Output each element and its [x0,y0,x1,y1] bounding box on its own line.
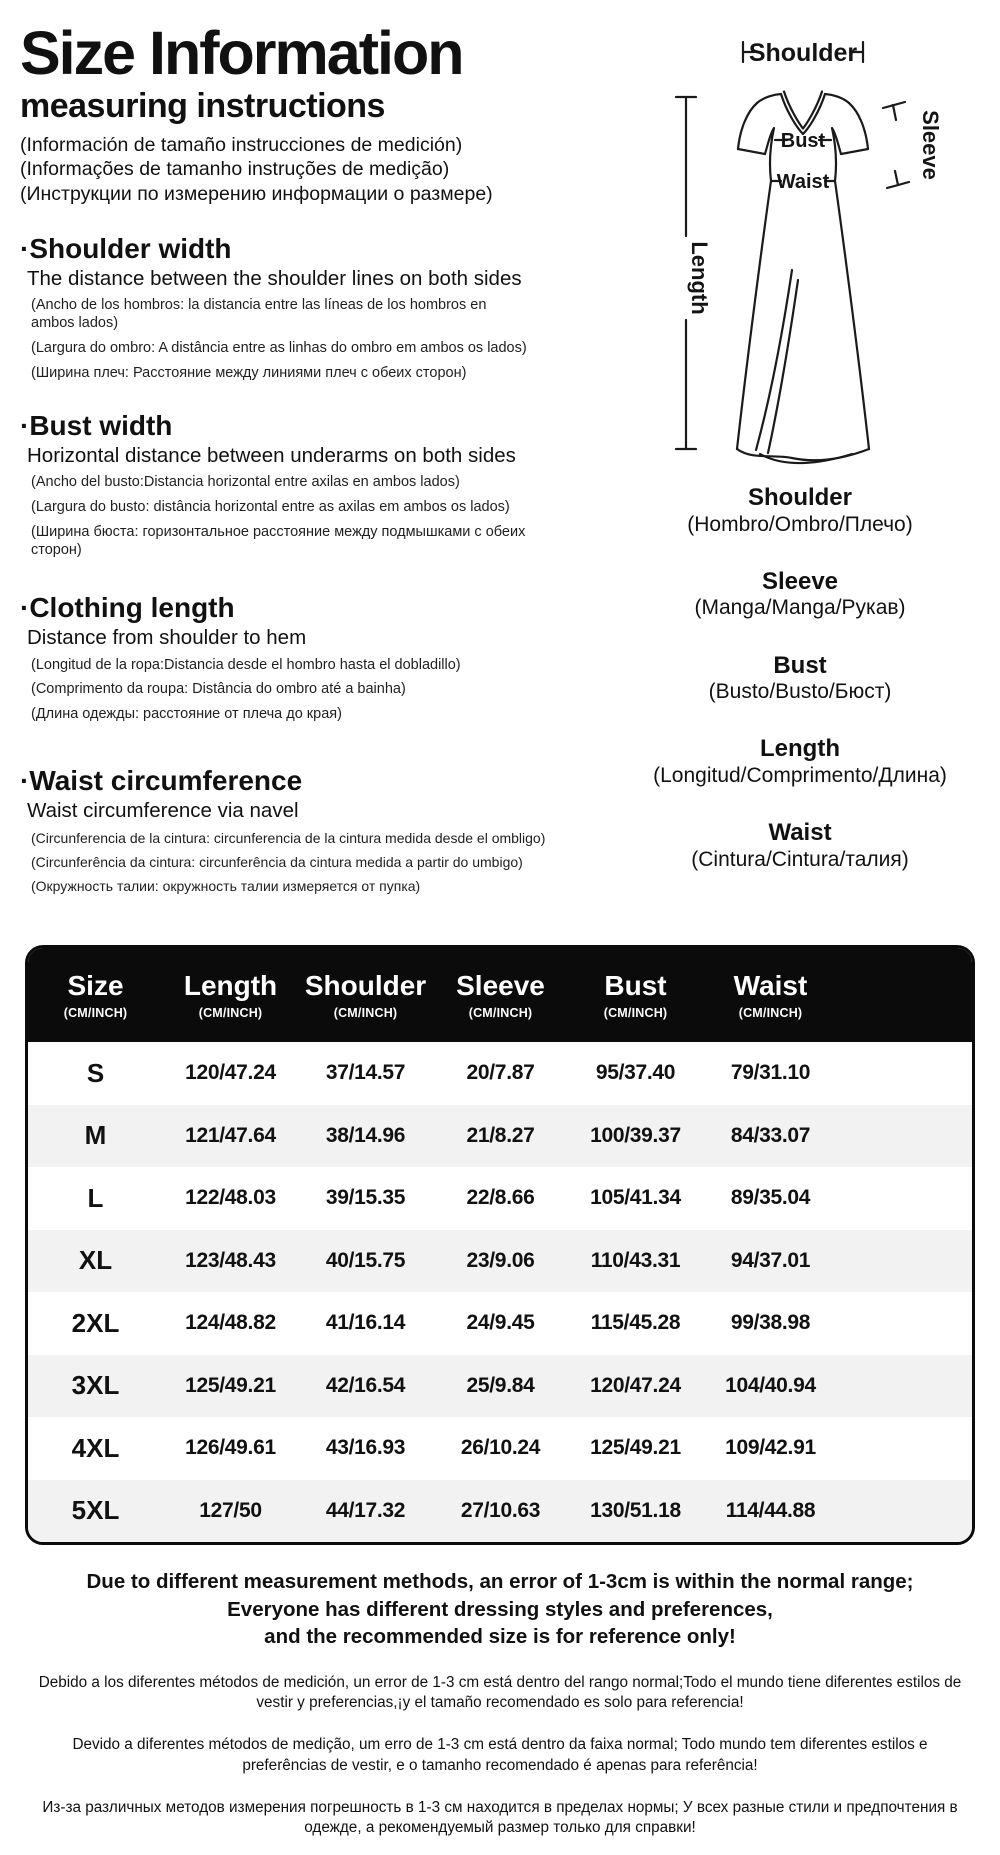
table-row-5xl [28,1480,972,1543]
sleeve-dimension-marks [883,102,909,188]
title-translations [20,133,620,206]
section-notes [31,830,656,896]
length-cell: 121/47.64 [185,1123,276,1147]
tolerance-note-ru: Из-за различных методов измерения погрешность в 1-3 см находится в пределах нормы; У всех разные стили и предпочтения в одежде, а рекомендуемый размер только для справки! [42,1798,958,1836]
bust-cell: 130/51.18 [590,1498,681,1522]
waist-cell: 99/38.98 [730,1311,811,1335]
diagram-shoulder-label: Shoulder [748,39,858,67]
note-pt: (Largura do busto: distância horizontal entre as axilas em ambos os lados) [31,499,510,516]
bust-cell: 110/43.31 [590,1248,681,1272]
sleeve-cell: 26/10.24 [460,1436,541,1460]
section-title: ·Clothing length [20,592,235,624]
column-unit: (CM/INCH) [63,1006,128,1020]
title-translation-es: (Información de tamaño instrucciones de medición) [20,134,463,157]
bust-cell: 115/45.28 [590,1311,681,1335]
sleeve-cell: 23/9.06 [466,1248,535,1272]
column-header-shoulder [298,948,433,1042]
section-clothing-length [20,593,620,724]
section-description: Horizontal distance between underarms on both sides [27,443,516,467]
column-header-size [28,948,163,1042]
tolerance-note-line1: Due to different measurement methods, an error of 1-3cm is within the normal range; [86,1570,914,1593]
table-row-4xl [28,1417,972,1480]
legend-term: Bust [773,651,827,679]
tolerance-note-pt: Devido a diferentes métodos de medição, um erro de 1-3 cm está dentro da faixa normal; Todo mundo tem diferentes estilos e preferências de vestir, e o tamanho recomendado é apenas para referência! [72,1736,928,1774]
length-cell: 127/50 [199,1498,262,1522]
shoulder-cell: 38/14.96 [325,1123,406,1147]
legend-length [600,735,1000,788]
legend-waist [600,819,1000,872]
size-cell: XL [78,1245,113,1276]
section-waist-circumference [20,766,620,895]
size-cell: 4XL [71,1432,120,1463]
size-cell: 5XL [71,1495,120,1526]
note-es: (Ancho del busto:Distancia horizontal entre axilas en ambos lados) [31,474,460,491]
sleeve-cell: 27/10.63 [460,1498,541,1522]
tolerance-note-es: Debido a los diferentes métodos de medición, un error de 1-3 cm está dentro del rango normal;Todo el mundo tiene diferentes estilos de vestir y preferencias,¡y el tamaño recomendado es solo para referencia! [38,1674,962,1712]
table-row-m [28,1105,972,1168]
column-unit: (CM/INCH) [738,1006,803,1020]
note-ru: (Ширина бюста: горизонтальное расстояние между подмышками с обеих сторон) [31,524,526,559]
bust-cell: 125/49.21 [590,1436,681,1460]
table-row-xl [28,1230,972,1293]
size-table [25,945,975,1545]
legend-term: Shoulder [747,484,852,511]
table-row-l [28,1167,972,1230]
length-cell: 126/49.61 [185,1436,276,1460]
note-es: (Ancho de los hombros: la distancia entre las líneas de los hombros en ambos lados) [31,297,487,332]
column-unit: (CM/INCH) [333,1006,398,1020]
note-pt: (Circunferência da cintura: circunferência da cintura medida a partir do umbigo) [31,854,523,871]
diagram-length-label: Length [687,241,712,315]
section-notes [31,474,531,560]
length-cell: 123/48.43 [185,1248,276,1272]
size-cell: 2XL [71,1307,120,1338]
section-title: ·Bust width [20,409,173,441]
diagram-sleeve-label: Sleeve [918,110,943,180]
legend-translation: (Manga/Manga/Рукав) [694,596,906,620]
legend-term: Sleeve [761,567,839,595]
table-row-3xl [28,1355,972,1418]
column-header-sleeve [433,948,568,1042]
size-table-body [28,1042,972,1542]
sleeve-cell: 22/8.66 [466,1186,535,1210]
column-unit: (CM/INCH) [468,1006,533,1020]
shoulder-cell: 42/16.54 [325,1373,406,1397]
note-pt: (Largura do ombro: A distância entre as linhas do ombro em ambos os lados) [31,340,527,357]
shoulder-cell: 44/17.32 [325,1498,406,1522]
column-label: Size [67,970,124,1001]
legend-translation: (Longitud/Comprimento/Длина) [653,763,947,787]
page-title: Size Information [20,19,463,87]
measurement-legend [600,484,1000,872]
legend-translation: (Cintura/Cintura/талия) [691,847,909,871]
column-label: Length [183,970,278,1001]
column-header-bust [568,948,703,1042]
legend-translation: (Hombro/Ombro/Плечо) [687,512,913,536]
note-ru: (Длина одежды: расстояние от плеча до края) [31,706,342,723]
column-unit: (CM/INCH) [198,1006,263,1020]
section-bust-width [20,411,620,560]
section-title: ·Shoulder width [20,232,232,264]
note-ru: (Ширина плеч: Расстояние между линиями плеч с обеих сторон) [31,364,467,381]
sleeve-cell: 25/9.84 [466,1373,535,1397]
legend-term: Waist [768,819,832,847]
length-cell: 125/49.21 [185,1373,276,1397]
waist-cell: 89/35.04 [730,1186,811,1210]
length-cell: 122/48.03 [185,1186,276,1210]
shoulder-cell: 43/16.93 [325,1436,406,1460]
tolerance-note-line2: Everyone has different dressing styles and preferences, [227,1597,773,1621]
diagram-waist-label: Waist [776,171,830,193]
sleeve-cell: 21/8.27 [466,1123,535,1147]
note-pt: (Comprimento da roupa: Distância do ombro até a bainha) [31,681,406,698]
tolerance-note-line3: and the recommended size is for reference only! [264,1625,736,1649]
note-es: (Longitud de la ropa:Distancia desde el hombro hasta el dobladillo) [31,656,461,673]
size-cell: 3XL [71,1370,120,1401]
legend-shoulder [600,484,1000,537]
length-cell: 124/48.82 [185,1311,276,1335]
size-table-header [28,948,972,1042]
size-cell: M [84,1120,107,1151]
column-label: Bust [604,970,667,1001]
instructions-column [20,19,620,903]
dress-diagram [640,30,960,470]
length-cell: 120/47.24 [185,1061,276,1085]
size-cell: L [87,1182,104,1213]
footer-notes [20,1568,980,1838]
section-notes [31,297,531,383]
column-label: Sleeve [456,970,545,1001]
table-row-s [28,1042,972,1105]
shoulder-cell: 37/14.57 [325,1061,406,1085]
note-es: (Circunferencia de la cintura: circunferencia de la cintura medida desde el ombligo) [31,829,546,846]
waist-cell: 79/31.10 [730,1061,811,1085]
column-label: Waist [733,970,808,1001]
section-description: Waist circumference via navel [27,799,299,823]
section-description: The distance between the shoulder lines on both sides [27,266,522,290]
section-notes [31,657,531,725]
title-translation-ru: (Инструкции по измерению информации о размере) [20,182,493,205]
legend-translation: (Busto/Busto/Бюст) [708,680,892,704]
bust-cell: 120/47.24 [590,1373,681,1397]
table-row-2xl [28,1292,972,1355]
title-translation-pt: (Informações de tamanho instruções de medição) [20,158,450,181]
sleeve-cell: 20/7.87 [466,1061,535,1085]
legend-sleeve [600,568,1000,621]
section-title: ·Waist circumference [20,765,303,797]
waist-cell: 94/37.01 [730,1248,811,1272]
waist-cell: 84/33.07 [730,1123,811,1147]
legend-bust [600,652,1000,705]
shoulder-cell: 41/16.14 [325,1311,406,1335]
note-ru: (Окружность талии: окружность талии измеряется от пупка) [31,878,421,895]
legend-term: Length [760,735,840,763]
waist-cell: 104/40.94 [725,1373,816,1397]
column-label: Shoulder [304,970,427,1001]
tolerance-note-en [20,1568,980,1651]
column-header-length [163,948,298,1042]
waist-cell: 109/42.91 [725,1436,816,1460]
size-cell: S [86,1057,105,1088]
bust-cell: 100/39.37 [590,1123,681,1147]
diagram-bust-label: Bust [780,130,826,152]
column-header-waist [703,948,838,1042]
measurement-diagram [600,30,1000,903]
shoulder-cell: 40/15.75 [325,1248,406,1272]
sleeve-cell: 24/9.45 [466,1311,535,1335]
waist-cell: 114/44.88 [725,1498,816,1522]
page-subtitle: measuring instructions [20,87,385,126]
bust-cell: 105/41.34 [590,1186,681,1210]
bust-cell: 95/37.40 [595,1061,676,1085]
shoulder-cell: 39/15.35 [325,1186,406,1210]
column-unit: (CM/INCH) [603,1006,668,1020]
section-description: Distance from shoulder to hem [27,625,307,649]
section-shoulder-width [20,234,620,383]
